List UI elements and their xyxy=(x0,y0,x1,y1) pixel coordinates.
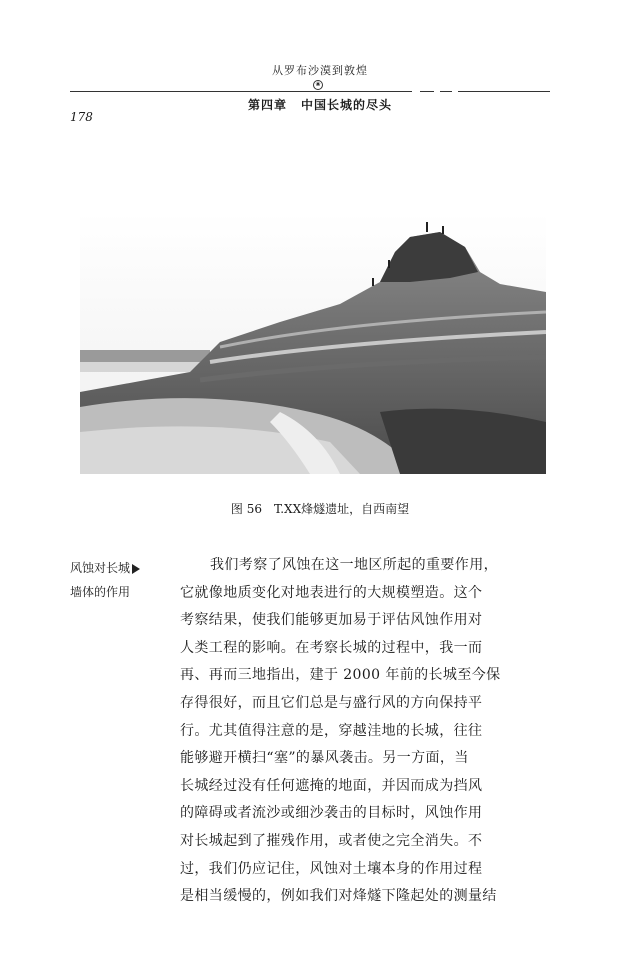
figure-number: 图 56 xyxy=(230,502,262,516)
text-line: 考察结果，使我们能够更加易于评估风蚀作用对 xyxy=(180,612,483,629)
text-line: 它就像地质变化对地表进行的大规模塑造。这个 xyxy=(180,584,483,601)
margin-note-line: 风蚀对长城 xyxy=(70,561,131,575)
chapter-title: 中国长城的尽头 xyxy=(301,98,393,112)
text-line: 过，我们仍应记住，风蚀对土壤本身的作用过程 xyxy=(180,860,483,877)
running-head-book-title: 从罗布沙漠到敦煌 xyxy=(272,64,368,77)
figure-caption xyxy=(0,500,640,517)
text-line: 能够避开横扫“塞”的暴风袭击。另一方面，当 xyxy=(180,750,469,767)
text-line: 人类工程的影响。在考察长城的过程中，我一而 xyxy=(180,639,483,656)
margin-note-line: 墙体的作用 xyxy=(70,585,131,599)
header-rule xyxy=(458,91,550,92)
text-line: 是相当缓慢的，例如我们对烽燧下隆起处的测量结 xyxy=(180,888,497,905)
chapter-heading xyxy=(0,96,640,113)
figure-caption-text: T.XX烽燧遗址，自西南望 xyxy=(273,502,410,516)
text-line: 存得很好，而且它们总是与盛行风的方向保持平 xyxy=(180,694,483,711)
text-line: 长城经过没有任何遮掩的地面，并因而成为挡风 xyxy=(180,777,483,794)
header-rule-dash xyxy=(440,91,452,92)
header-rule xyxy=(70,91,412,92)
text-line: 对长城起到了摧残作用，或者使之完全消失。不 xyxy=(180,832,483,849)
header-rule-dash xyxy=(420,91,434,92)
chapter-number: 第四章 xyxy=(247,98,287,112)
ornament-icon: ❀ xyxy=(313,80,323,90)
page-number: 178 xyxy=(70,110,93,124)
margin-note xyxy=(70,556,180,604)
figure-photo-beacon-ruin xyxy=(80,212,546,474)
triangle-pointer-icon xyxy=(132,564,140,574)
body-paragraph xyxy=(180,552,560,911)
text-line: 我们考察了风蚀在这一地区所起的重要作用， xyxy=(210,557,498,573)
text-line: 行。尤其值得注意的是，穿越洼地的长城，往往 xyxy=(180,722,483,739)
text-line: 的障碍或者流沙或细沙袭击的目标时，风蚀作用 xyxy=(180,805,483,822)
text-line: 再、再而三地指出，建于 2000 年前的长城至今保 xyxy=(180,667,501,684)
